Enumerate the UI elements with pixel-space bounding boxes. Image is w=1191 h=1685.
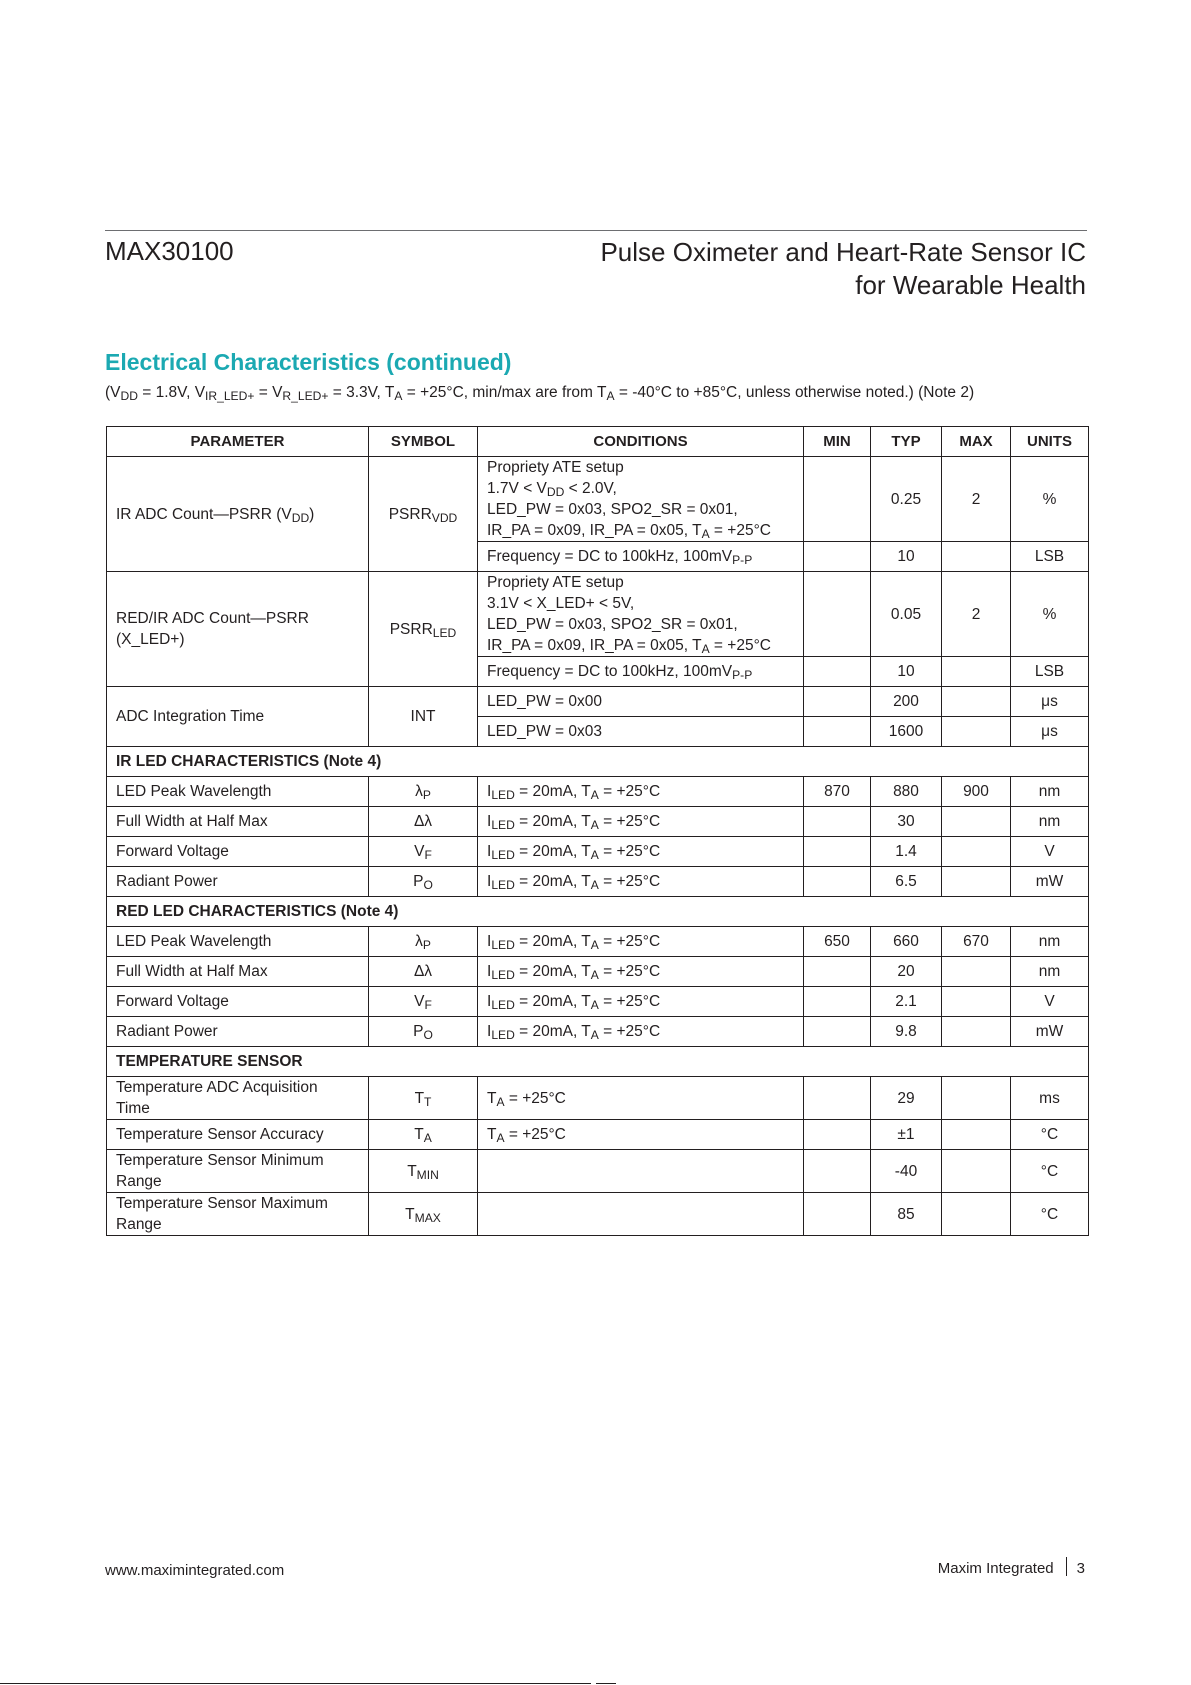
max-value [942, 867, 1011, 897]
symbol-cell: $T_T$ [369, 1077, 478, 1120]
bottom-mark [596, 1683, 616, 1684]
units-value: nm [1011, 807, 1089, 837]
symbol-cell: $\lambda_P$ [369, 927, 478, 957]
typ-value: 880 [871, 777, 942, 807]
min-value [804, 807, 871, 837]
param-line: Temperature ADC Acquisition [116, 1079, 318, 1096]
footer-company [938, 1557, 1085, 1577]
units-value: nm [1011, 777, 1089, 807]
min-value: 870 [804, 777, 871, 807]
param-cell: Forward Voltage [107, 837, 369, 867]
table-row [107, 777, 1089, 807]
param-cell [107, 1150, 369, 1193]
typ-value: 1.4 [871, 837, 942, 867]
max-value: 2 [942, 572, 1011, 657]
symbol-cell: Δλ [369, 807, 478, 837]
typ-value: 2.1 [871, 987, 942, 1017]
cond-psrr-led-2: Frequency = DC to 100kHz, $100mV_{P-P}$ [478, 657, 804, 687]
min-value [804, 1193, 871, 1236]
units-value: nm [1011, 927, 1089, 957]
typ-value: 30 [871, 807, 942, 837]
min-value [804, 957, 871, 987]
cond-cell: $I_{LED} = 20mA$, $T_A = +25^\circ C$ [478, 1017, 804, 1047]
footer-company-name: Maxim Integrated [937, 1560, 1054, 1577]
cond-cell [478, 1193, 804, 1236]
table-row [107, 1120, 1089, 1150]
part-number: MAX30100 [105, 236, 234, 266]
max-value [942, 657, 1011, 687]
param-line: Range [116, 1173, 162, 1190]
typ-value: 6.5 [871, 867, 942, 897]
max-value [942, 1150, 1011, 1193]
typ-value: 10 [871, 657, 942, 687]
section-label: IR LED CHARACTERISTICS (Note 4) [107, 747, 1089, 777]
param-line: Temperature Sensor Minimum [116, 1152, 324, 1169]
cond-cell: $I_{LED} = 20mA$, $T_A = +25^\circ C$ [478, 807, 804, 837]
param-cell: Full Width at Half Max [107, 807, 369, 837]
symbol-cell: $P_O$ [369, 1017, 478, 1047]
units-value: LSB [1011, 657, 1089, 687]
table-row [107, 457, 1089, 542]
cond-line: Propriety ATE setup [487, 574, 624, 591]
cond-cell: $I_{LED} = 20mA$, $T_A = +25^\circ C$ [478, 927, 804, 957]
typ-value: 660 [871, 927, 942, 957]
cond-cell: $I_{LED} = 20mA$, $T_A = +25^\circ C$ [478, 837, 804, 867]
symbol-cell: $V_F$ [369, 837, 478, 867]
page-number: 3 [1076, 1560, 1085, 1577]
col-max: MAX [942, 427, 1011, 457]
cond-adc-int-2: LED_PW = 0x03 [478, 717, 804, 747]
typ-value: 1600 [871, 717, 942, 747]
footer-divider [1066, 1557, 1067, 1576]
param-line: Temperature Sensor Maximum [116, 1195, 328, 1212]
symbol-cell: $T_{MAX}$ [369, 1193, 478, 1236]
symbol-psrr-led: $PSRR_{LED}$ [369, 572, 478, 687]
cond-line: LED_PW = 0x03, SPO2_SR = 0x01, [487, 616, 738, 633]
table-row [107, 572, 1089, 657]
min-value [804, 1077, 871, 1120]
min-value [804, 1150, 871, 1193]
typ-value: 200 [871, 687, 942, 717]
param-psrr-vdd: IR ADC Count—PSRR $(V_{DD})$ [107, 457, 369, 572]
min-value [804, 717, 871, 747]
max-value [942, 1193, 1011, 1236]
symbol-cell: Δλ [369, 957, 478, 987]
table-row [107, 1077, 1089, 1120]
header-rule [105, 230, 1087, 231]
cond-line: 3.1V < X_LED+ < 5V, [487, 595, 635, 612]
symbol-cell: $\lambda_P$ [369, 777, 478, 807]
section-row-ir-led [107, 747, 1089, 777]
min-value [804, 987, 871, 1017]
cond-cell: $I_{LED} = 20mA$, $T_A = +25^\circ C$ [478, 987, 804, 1017]
symbol-cell: $P_O$ [369, 867, 478, 897]
param-cell [107, 1077, 369, 1120]
typ-value: -40 [871, 1150, 942, 1193]
param-cell: Full Width at Half Max [107, 957, 369, 987]
cond-adc-int-1: LED_PW = 0x00 [478, 687, 804, 717]
col-units: UNITS [1011, 427, 1089, 457]
table-row [107, 687, 1089, 717]
symbol-cell: $T_{MIN}$ [369, 1150, 478, 1193]
section-row-temperature [107, 1047, 1089, 1077]
max-value [942, 687, 1011, 717]
document-title-line2: for Wearable Health [855, 270, 1086, 300]
symbol-cell: $T_A$ [369, 1120, 478, 1150]
bottom-rule [0, 1683, 591, 1684]
typ-value: 0.25 [871, 457, 942, 542]
typ-value: 29 [871, 1077, 942, 1120]
max-value [942, 542, 1011, 572]
param-cell: Forward Voltage [107, 987, 369, 1017]
symbol-adc-int: INT [369, 687, 478, 747]
typ-value: ±1 [871, 1120, 942, 1150]
cond-psrr-vdd-1 [478, 457, 804, 542]
min-value [804, 572, 871, 657]
col-symbol: SYMBOL [369, 427, 478, 457]
typ-value: 9.8 [871, 1017, 942, 1047]
param-line: RED/IR ADC Count—PSRR [116, 610, 309, 627]
table-row [107, 1017, 1089, 1047]
units-value: °C [1011, 1150, 1089, 1193]
max-value [942, 957, 1011, 987]
min-value [804, 457, 871, 542]
max-value [942, 807, 1011, 837]
param-psrr-led [107, 572, 369, 687]
col-conditions: CONDITIONS [478, 427, 804, 457]
param-cell: LED Peak Wavelength [107, 777, 369, 807]
cond-psrr-led-1 [478, 572, 804, 657]
table-row [107, 837, 1089, 867]
table-row [107, 1150, 1089, 1193]
electrical-characteristics-table [106, 426, 1089, 1236]
document-title-line1: Pulse Oximeter and Heart-Rate Sensor IC [600, 237, 1086, 267]
cond-psrr-vdd-2: Frequency = DC to 100kHz, $100mV_{P-P}$ [478, 542, 804, 572]
min-value: 650 [804, 927, 871, 957]
max-value [942, 1017, 1011, 1047]
typ-value: 85 [871, 1193, 942, 1236]
units-value: LSB [1011, 542, 1089, 572]
param-line: Range [116, 1216, 162, 1233]
max-value [942, 1120, 1011, 1150]
section-title: Electrical Characteristics (continued) [105, 349, 512, 375]
units-value: mW [1011, 1017, 1089, 1047]
param-cell: Radiant Power [107, 1017, 369, 1047]
units-value: mW [1011, 867, 1089, 897]
units-value: μs [1011, 687, 1089, 717]
units-value: nm [1011, 957, 1089, 987]
max-value [942, 1077, 1011, 1120]
param-line: Time [116, 1100, 150, 1117]
param-line: (X_LED+) [116, 631, 185, 648]
document-title [600, 236, 1086, 302]
col-parameter: PARAMETER [107, 427, 369, 457]
typ-value: 0.05 [871, 572, 942, 657]
cond-line: IR_PA = 0x09, IR_PA = 0x05, $T_A = +25^\circ C$ [487, 637, 771, 657]
cond-cell: $T_A = +25^\circ C$ [478, 1077, 804, 1120]
cond-line: Propriety ATE setup [487, 459, 624, 476]
units-value: μs [1011, 717, 1089, 747]
units-value: % [1011, 457, 1089, 542]
max-value [942, 987, 1011, 1017]
cond-cell: $I_{LED} = 20mA$, $T_A = +25^\circ C$ [478, 957, 804, 987]
min-value [804, 1120, 871, 1150]
table-row [107, 957, 1089, 987]
min-value [804, 657, 871, 687]
min-value [804, 687, 871, 717]
footer-website-link[interactable]: www.maximintegrated.com [105, 1562, 285, 1579]
cond-line: LED_PW = 0x03, SPO2_SR = 0x01, [487, 501, 738, 518]
param-cell: Radiant Power [107, 867, 369, 897]
param-cell: Temperature Sensor Accuracy [107, 1120, 369, 1150]
col-min: MIN [804, 427, 871, 457]
cond-cell: $I_{LED} = 20mA$, $T_A = +25^\circ C$ [478, 777, 804, 807]
cond-line: $1.7V < V_{DD} < 2.0V$, [487, 480, 617, 500]
table-row [107, 1193, 1089, 1236]
cond-cell: $T_A = +25^\circ C$ [478, 1120, 804, 1150]
section-conditions: ($V_{DD} = 1.8V$, $V_{IR\_LED+} = V_{R\_LED+} = 3.3V$, $T_A = +25^\circ C$, min/max are from $T_A = -40^\circ C$ to +85°C, unless otherwise noted.) (Note 2) [105, 384, 975, 404]
param-adc-int: ADC Integration Time [107, 687, 369, 747]
units-value: % [1011, 572, 1089, 657]
min-value [804, 837, 871, 867]
min-value [804, 867, 871, 897]
cond-cell: $I_{LED} = 20mA$, $T_A = +25^\circ C$ [478, 867, 804, 897]
max-value [942, 837, 1011, 867]
cond-cell [478, 1150, 804, 1193]
typ-value: 10 [871, 542, 942, 572]
min-value [804, 542, 871, 572]
col-typ: TYP [871, 427, 942, 457]
section-label: RED LED CHARACTERISTICS (Note 4) [107, 897, 1089, 927]
table-row [107, 927, 1089, 957]
units-value: V [1011, 837, 1089, 867]
table-header-row [107, 427, 1089, 457]
cond-line: IR_PA = 0x09, IR_PA = 0x05, $T_A = +25^\circ C$ [487, 522, 771, 542]
param-cell [107, 1193, 369, 1236]
max-value: 900 [942, 777, 1011, 807]
section-label: TEMPERATURE SENSOR [107, 1047, 1089, 1077]
section-row-red-led [107, 897, 1089, 927]
param-cell: LED Peak Wavelength [107, 927, 369, 957]
table-row [107, 987, 1089, 1017]
max-value: 670 [942, 927, 1011, 957]
min-value [804, 1017, 871, 1047]
symbol-psrr-vdd: $PSRR_{VDD}$ [369, 457, 478, 572]
units-value: V [1011, 987, 1089, 1017]
symbol-cell: $V_F$ [369, 987, 478, 1017]
max-value: 2 [942, 457, 1011, 542]
max-value [942, 717, 1011, 747]
units-value: °C [1011, 1120, 1089, 1150]
typ-value: 20 [871, 957, 942, 987]
units-value: °C [1011, 1193, 1089, 1236]
units-value: ms [1011, 1077, 1089, 1120]
table-row [107, 867, 1089, 897]
table-row [107, 807, 1089, 837]
